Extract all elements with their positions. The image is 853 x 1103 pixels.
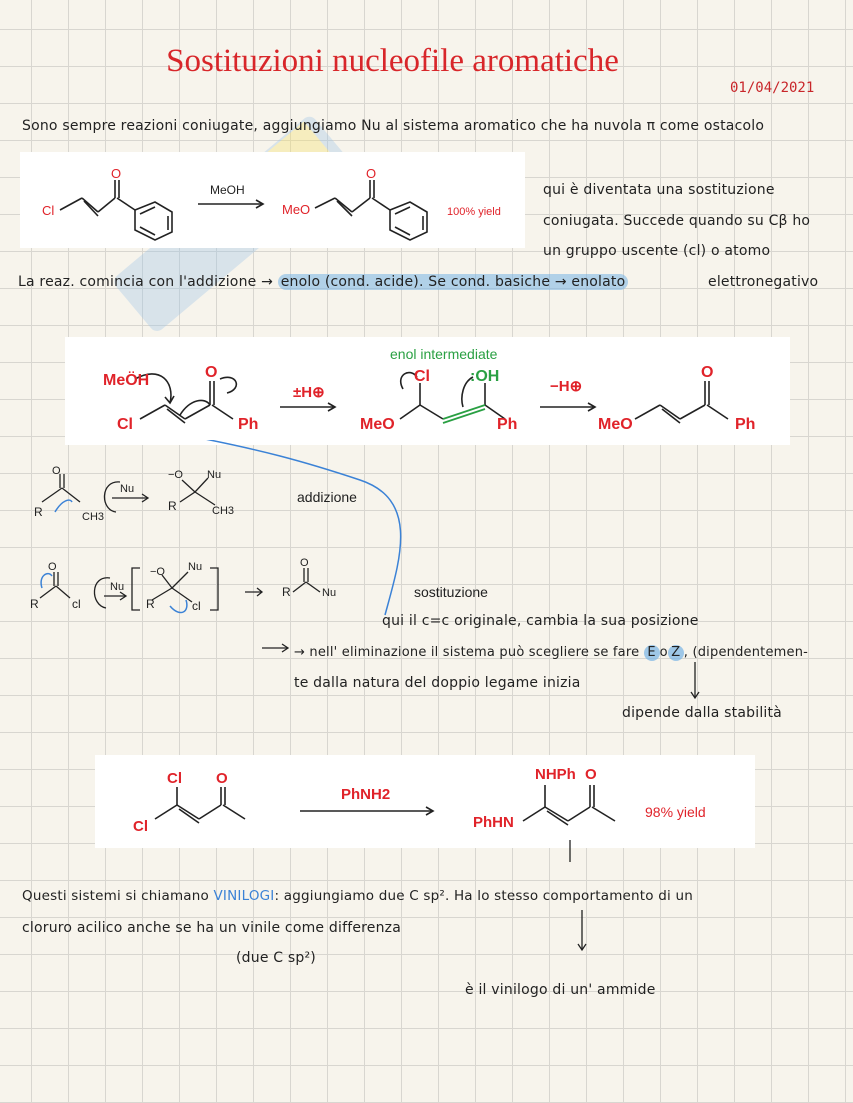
r2-o2: O [585, 766, 597, 783]
side-note-3: un gruppo uscente (cl) o atomo [543, 243, 771, 259]
note-elim [294, 645, 808, 661]
add-nu: Nu [120, 483, 135, 495]
mech-ph3: Ph [735, 416, 756, 433]
r1-o: O [111, 166, 122, 181]
sub-i-o: −O [150, 566, 165, 578]
intro-line: Sono sempre reazioni coniugate, aggiungiamo Nu al sistema aromatico che ha nuvola π come ostacolo [22, 118, 765, 134]
enol-line [18, 274, 628, 290]
r1-reagent: MeOH [210, 183, 245, 197]
mechanism-panel [65, 337, 790, 445]
enol-line-a: La reaz. comincia con l'addizione → [18, 274, 274, 290]
mech-ph1: Ph [238, 416, 259, 433]
addition-label: addizione [297, 489, 357, 505]
enol-highlight: enolo (cond. acide). Se cond. basiche → enolato [278, 274, 629, 290]
vin-e: è il vinilogo di un' ammide [465, 982, 656, 998]
handwritten-schemes [0, 440, 853, 700]
sub-i-cl: cl [192, 599, 201, 613]
add-p-r: R [168, 499, 177, 513]
sub-o: O [48, 561, 57, 573]
reaction2-panel [95, 755, 755, 848]
sub-cl: cl [72, 597, 81, 611]
mech-meo3: MeO [598, 416, 633, 433]
r1-meo: MeO [282, 202, 311, 217]
z-circle: Z [668, 645, 684, 661]
sub-p-nu: Nu [322, 587, 337, 599]
r2-o: O [216, 770, 228, 787]
r1-yield: 100% yield [447, 206, 501, 218]
side-note-1: qui è diventata una sostituzione [543, 182, 775, 198]
note-elim-c: te dalla natura del doppio legame inizia [294, 675, 581, 691]
r2-cl-top: Cl [167, 770, 182, 787]
r2-reagent: PhNH2 [341, 786, 391, 803]
mech-step1: ±H⊕ [293, 384, 325, 401]
sub-r: R [30, 597, 39, 611]
r2-yield: 98% yield [645, 804, 706, 820]
mech-ph2: Ph [497, 416, 518, 433]
vinilogi-line [22, 888, 693, 904]
add-p-o: −O [168, 469, 183, 481]
note-elim-o: o [659, 645, 668, 660]
vin-d: (due C sp²) [236, 950, 316, 966]
sub-p-r: R [282, 585, 291, 599]
side-note-4: elettronegativo [708, 274, 819, 290]
vinilogi-word: VINILOGI [213, 888, 275, 904]
side-note-2: coniugata. Succede quando su Cβ ho [543, 213, 811, 229]
page-title: Sostituzioni nucleofile aromatiche [166, 43, 619, 79]
r1-cl: Cl [42, 203, 55, 218]
add-p-ch3: CH3 [212, 505, 235, 517]
add-o: O [52, 465, 61, 477]
add-ch3: CH3 [82, 511, 105, 523]
add-r: R [34, 505, 43, 519]
vinilogo-arrows [560, 840, 600, 980]
sub-nu: Nu [110, 581, 125, 593]
mech-step2: −H⊕ [550, 378, 583, 395]
vin-c: cloruro acilico anche se ha un vinile come differenza [22, 920, 402, 936]
add-p-nu: Nu [207, 469, 222, 481]
mech-cl1: Cl [117, 416, 133, 433]
reaction2-scheme [95, 755, 755, 848]
note-elim-a: → nell' eliminazione il sistema può scegliere se fare [294, 645, 640, 660]
substitution-label: sostituzione [414, 584, 488, 600]
mech-meoh: MeÖH [103, 372, 150, 389]
mech-meo2: MeO [360, 416, 395, 433]
note-elim-b: , (dipendentemen- [683, 645, 809, 660]
vin-a: Questi sistemi si chiamano [22, 888, 209, 904]
vin-b: : aggiungiamo due C sp². Ha lo stesso comportamento di un [274, 888, 693, 904]
reaction1-scheme [20, 152, 525, 248]
r2-phhn: PhHN [473, 814, 514, 831]
mech-o1: O [205, 364, 218, 381]
reaction1-panel [20, 152, 525, 248]
note-cc: qui il c=c originale, cambia la sua posizione [382, 613, 699, 629]
mech-o3: O [701, 364, 714, 381]
sub-i-nu: Nu [188, 561, 203, 573]
sub-p-o: O [300, 557, 309, 569]
enol-intermediate-label: enol intermediate [390, 346, 498, 362]
date: 01/04/2021 [730, 80, 815, 96]
note-stab: dipende dalla stabilità [622, 705, 782, 721]
mechanism-scheme [65, 337, 790, 445]
sub-i-r: R [146, 597, 155, 611]
r2-cl-left: Cl [133, 818, 148, 835]
e-circle: E [644, 645, 660, 661]
mech-oh: :OH [470, 368, 500, 385]
r1-product-o: O [366, 166, 377, 181]
mech-cl2: Cl [414, 368, 430, 385]
r2-nhph: NHPh [535, 766, 576, 783]
